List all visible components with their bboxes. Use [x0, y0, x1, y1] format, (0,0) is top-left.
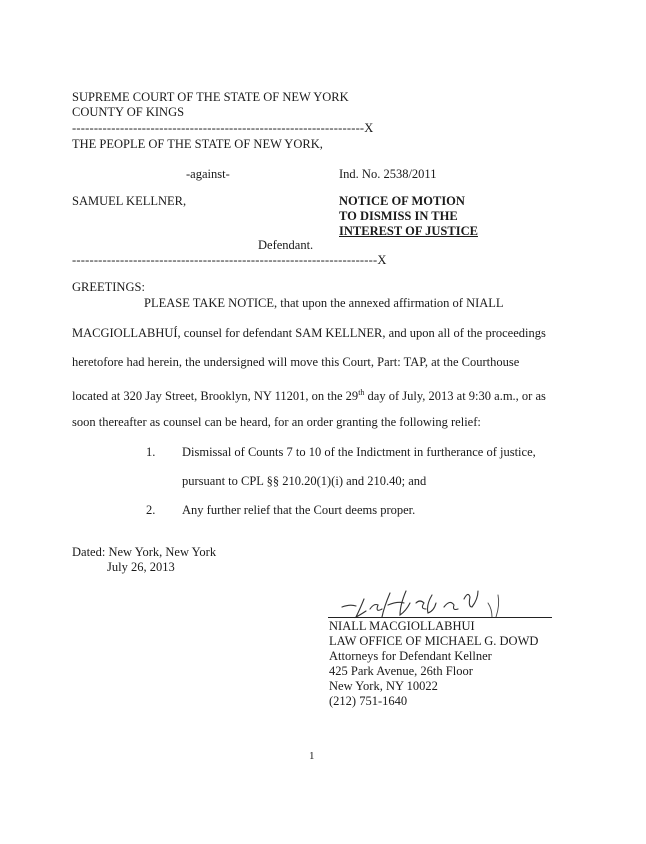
address-line-1: 425 Park Avenue, 26th Floor [329, 664, 473, 678]
signer-name: NIALL MACGIOLLABHUI [329, 619, 475, 633]
paragraph-line-3: heretofore had herein, the undersigned will move this Court, Part: TAP, at the Courthouse [72, 355, 520, 369]
court-name: SUPREME COURT OF THE STATE OF NEW YORK [72, 90, 349, 104]
phone-number: (212) 751-1640 [329, 694, 408, 708]
relief-item-2-number: 2. [146, 503, 156, 517]
dated-date: July 26, 2013 [107, 560, 175, 574]
dated-place: Dated: New York, New York [72, 545, 217, 559]
signer-role: Attorneys for Defendant Kellner [329, 649, 492, 663]
county-name: COUNTY OF KINGS [72, 105, 185, 119]
relief-item-2-line-1: Any further relief that the Court deems proper. [182, 503, 416, 517]
index-number: Ind. No. 2538/2011 [339, 167, 437, 181]
plaintiff-name: THE PEOPLE OF THE STATE OF NEW YORK, [72, 137, 323, 151]
defendant-name: SAMUEL KELLNER, [72, 194, 187, 208]
relief-item-1-number: 1. [146, 445, 156, 459]
relief-item-1-line-1: Dismissal of Counts 7 to 10 of the Indictment in furtherance of justice, [182, 445, 536, 459]
defendant-label: Defendant. [258, 238, 314, 252]
paragraph-line-4 [72, 385, 546, 404]
caption-divider-bottom: ----------------------------------------------------------------------X [72, 253, 387, 267]
page-number: 1 [309, 750, 315, 762]
address-line-2: New York, NY 10022 [329, 679, 438, 693]
ordinal-suffix: th [358, 388, 365, 397]
greeting: GREETINGS: [72, 280, 145, 294]
paragraph-line-1: PLEASE TAKE NOTICE, that upon the annexed affirmation of NIALL [144, 296, 504, 310]
paragraph-line-4-end: day of July, 2013 at 9:30 a.m., or as [364, 389, 546, 404]
relief-item-1-line-2: pursuant to CPL §§ 210.20(1)(i) and 210.40; and [182, 474, 427, 488]
doc-title-line-1: NOTICE OF MOTION [339, 194, 465, 208]
against-label: -against- [186, 167, 230, 181]
caption-divider-top: -------------------------------------------------------------------X [72, 121, 374, 135]
doc-title-line-2: TO DISMISS IN THE [339, 209, 458, 223]
law-firm-name: LAW OFFICE OF MICHAEL G. DOWD [329, 634, 539, 648]
paragraph-line-5: soon thereafter as counsel can be heard, for an order granting the following relief: [72, 415, 481, 429]
doc-title-line-3: INTEREST OF JUSTICE [339, 224, 478, 238]
paragraph-line-2: MACGIOLLABHUÍ, counsel for defendant SAM KELLNER, and upon all of the proceedings [72, 326, 546, 340]
paragraph-line-4-start: located at 320 Jay Street, Brooklyn, NY 11201, on the 29 [72, 389, 359, 404]
signature-line [328, 617, 552, 618]
